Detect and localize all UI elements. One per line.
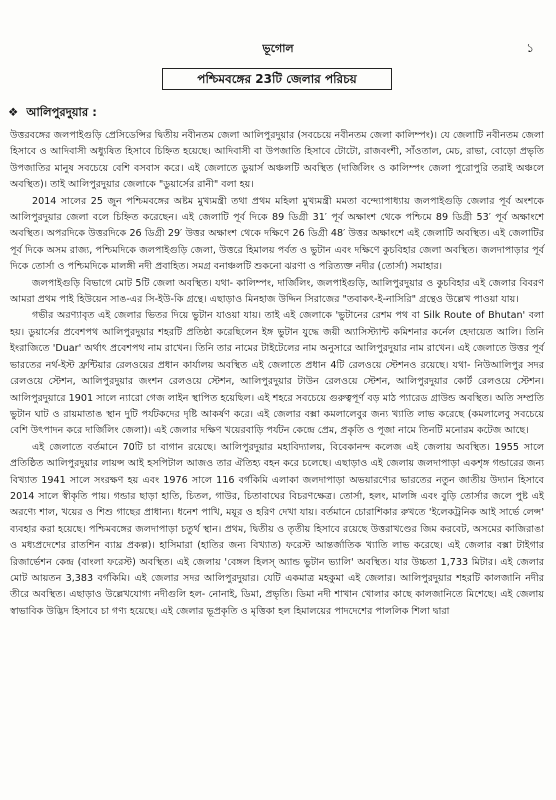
- paragraph: গভীর অরণ্যাবৃত এই জেলার ভিতর দিয়ে ভুটান যাওয়া যায়। তাই এই জেলাকে 'ভুটানের রেশম পথ বা Silk Route of Bhutan' বলা হয়। ডুয়ার্সের প্রবেশপথ আলিপুরদুয়ার শহরটি প্রতিষ্ঠা করেছিলেন ইঙ্গ ভুটান যুদ্ধে জয়ী অ্যাসিস্ট্যান্ট কমিশনার কর্নেল হেদায়েত আলি। তিনি ইংরাজিতে 'Duar' অর্থাৎ প্রবেশপথ নাম রাখেন। তিনি তার নামের টাইটেলের নাম অনুসারে আলিপুরদুয়ার নাম রাখেন। এই জেলাতে উত্তর পূর্ব ভারতের নর্থ-ইস্ট ফ্রন্টিয়ার রেলওয়ের প্রধান কার্যালয় অবস্থিত এই জেলাতে প্রধান 4টি রেলওয়ে স্টেশনও রয়েছে। যথা- নিউআলিপুর সদর রেলওয়ে স্টেশন, আলিপুরদুয়ার জংশন রেলওয়ে স্টেশন, আলিপুরদুয়ার টাউন রেলওয়ে স্টেশন, আলিপুরদুয়ার কোর্ট রেলওয়ে স্টেশন। আলিপুরদুয়ারে 1901 সালে ন্যারো গেজ লাইন স্থাপিত হয়েছিল। এই শহরে সবচেয়ে গুরুত্বপূর্ণ বড় মাঠ প্যারেড গ্রাউন্ড অবস্থিত। অতি সম্প্রতি ভুটান ঘাট ও রায়মাতাঙ স্থান দুটি পর্যটকদের দৃষ্টি আকর্ষণ করে। এই জেলার বক্সা কমলালেবুর জন্য খ্যাতি লাভ করেছে (কমলালেবু সবচেয়ে বেশি উৎপাদন করে দার্জিলিং জেলা)। এই জেলার দক্ষিণ খয়েরবাড়ি পর্যটন কেন্দ্রে প্রেম, প্রকৃতি ও পূজা নামে তিনটি মনোরম কটেজ আছে।: [10, 310, 544, 437]
- paragraph: এই জেলাতে বর্তমানে 70টি চা বাগান রয়েছে। আলিপুরদুয়ার মহাবিদ্যালয়, বিবেকানন্দ কলেজ এই জেলায় অবস্থিত। 1955 সালে প্রতিষ্ঠিত আলিপুরদুয়ার লায়ন্স আই হসপিটাল আজও তার ঐতিহ্য বহন করে চলেছে। এছাড়াও এই জেলায় জলদাপাড়া একশৃঙ্গ গন্ডারের জন্য বিখ্যাত 1941 সালে সংরক্ষণ হয় এবং 1976 সালে 116 বর্গকিমি এলাকা জলদাপাড়া অভয়ারণ্যের ভারতের নতুন জাতীয় উদ্যান হিসাবে 2014 সালে স্বীকৃতি পায়। গন্ডার ছাড়া হাতি, চিতল, গাউর, চিতাবাঘের বিচরণক্ষেত্র। তোর্সা, হলং, মালঙ্গি এবং বুড়ি তোর্সার জলে পুষ্ট এই অরণ্যে শাল, খয়ের ও শিশু গাছের প্রাধান্য। ধনেশ পাখি, ময়ূর ও হরিণ দেখা যায়। বর্তমানে চোরাশিকার রুখতে 'ইলেকট্রনিক আই সার্ভে লেন্স' ব্যবহার করা হয়েছে। পশ্চিমবঙ্গের জলদাপাড়া চতুর্থ স্থান। প্রথম, দ্বিতীয় ও তৃতীয় হিসাবে রয়েছে উত্তরাখণ্ডের জিম করবেট, অসমের কাজিরাঙা ও মধ্যপ্রদেশের রাতশিন ব্যাঘ্র প্রকল্প)। হাসিমারা (হাতির জন্য বিখ্যাত) ফরেস্ট আন্তর্জাতিক খ্যাতি লাভ করেছে। এই জেলার বক্সা টাইগার রিজার্ভেশন কেন্দ্র (বাংলা ফরেস্ট) অবস্থিত। এই জেলায় 'বেঙ্গল হিলস্ অ্যান্ড ভুটান ভ্যালি' অবস্থিত। যার উচ্চতা 1,733 মিটার। এই জেলার মোট আয়তন 3,383 বর্গকিমি। এই জেলার সদর আলিপুরদুয়ার। যেটি একমাত্র মহকুমা এই জেলার। আলিপুরদুয়ার শহরটি কালজানি নদীর তীরে অবস্থিত। এছাড়াও উল্লেখযোগ্য নদীগুলি হল- নোনাই, ডিমা, প্রভৃতি। ডিমা নদী শাখান খোলার কাছে কালজানিতে মিশেছে। এই জেলায় স্বাভাবিক উদ্ভিদ হিসাবে চা গণ্য হয়েছে। এই জেলার ভূপ্রকৃতি ও মৃত্তিকা হল হিমালয়ের পাদদেশের পাললিক শিলা দ্বারা: [10, 441, 544, 617]
- paragraph: জলপাইগুড়ি বিভাগে মোট 5টি জেলা অবস্থিত। যথা- কালিম্পং, দার্জিলিং, জলপাইগুড়ি, আলিপুরদুয়ার ও কুচবিহার এই জেলার বিবরণ আমরা প্রথম পাই হিউয়েন সাঙ-এর সি-ইউ-কি গ্রন্থে। এছাড়াও মিনহাজ উদ্দিন সিরাজের "তবাকৎ-ই-নাসিরি" গ্রন্থেও উল্লেখ পাওয়া যায়।: [10, 277, 544, 306]
- page-title: পশ্চিমবঙ্গের 23টি জেলার পরিচয়: [162, 68, 392, 90]
- paragraph: 2014 সালের 25 জুন পশ্চিমবঙ্গের অষ্টম মুখ্যমন্ত্রী তথা প্রথম মহিলা মুখ্যমন্ত্রী মমতা বন্দ্যোপাধ্যায় জলপাইগুড়ি জেলার পূর্ব অংশকে আলিপুরদুয়ার জেলা বলে চিহ্নিত করেছেন। এই জেলাটি পূর্ব দিকে 89 ডিগ্রী 31′ পূর্ব অক্ষাংশ থেকে পশ্চিমে 89 ডিগ্রী 53′ পূর্ব অক্ষাংশে অবস্থিত। অপরদিকে উত্তরদিকে 26 ডিগ্রী 29′ উত্তর অক্ষাংশ থেকে দক্ষিণে 26 ডিগ্রী 48′ উত্তর অক্ষাংশে এই জেলাটি অবস্থিত। এই জেলাটির পূর্ব দিকে অসম রাজ্য, পশ্চিমদিকে জলপাইগুড়ি জেলা, উত্তরে হিমালয় পর্বত ও ভুটান এবং দক্ষিণে কুচবিহার জেলা অবস্থিত। জলদাপাড়ার পূর্ব দিকে তোর্সা ও পশ্চিমদিকে মালঙ্গী নদী প্রবাহিত। সমগ্র বনাঞ্চলটি শুকনো ঝরণা ও পরিত্যক্ত নদীর (তোর্সা) সমাহার।: [10, 195, 544, 273]
- section-heading-text: আলিপুরদুয়ার :: [26, 105, 97, 119]
- page-number: ১: [526, 41, 534, 55]
- section-heading: [8, 104, 97, 123]
- body-text: [10, 128, 544, 620]
- paragraph: উত্তরবঙ্গের জলপাইগুড়ি প্রেসিডেন্সির দ্বিতীয় নবীনতম জেলা আলিপুরদুয়ার (সবচেয়ে নবীনতম জেলা কালিম্পং)। যে জেলাটি নবীনতম জেলা হিসাবে ও আদিবাসী অধ্যুষিত হিসাবে চিহ্নিত হয়েছে। আদিবাসী বা উপজাতি হিসাবে টোটো, রাজবংশী, সাঁওতাল, মেচ, রাভা, বোড়ো প্রভৃতি উপজাতির মানুষ সবচেয়ে বেশি বসবাস করে। এই জেলাতে ডুয়ার্স অঞ্চলটি অবস্থিত (দার্জিলিং ও কালিম্পং জেলা পুরোপুরি তরাই অঞ্চলে অবস্থিত)। তাই আলিপুরদুয়ার জেলাকে "ডুয়ার্সের রানী" বলা হয়।: [10, 130, 544, 191]
- running-head: ভূগোল: [262, 42, 294, 55]
- diamond-bullet-icon: ❖: [8, 105, 19, 119]
- page-header: [0, 40, 556, 60]
